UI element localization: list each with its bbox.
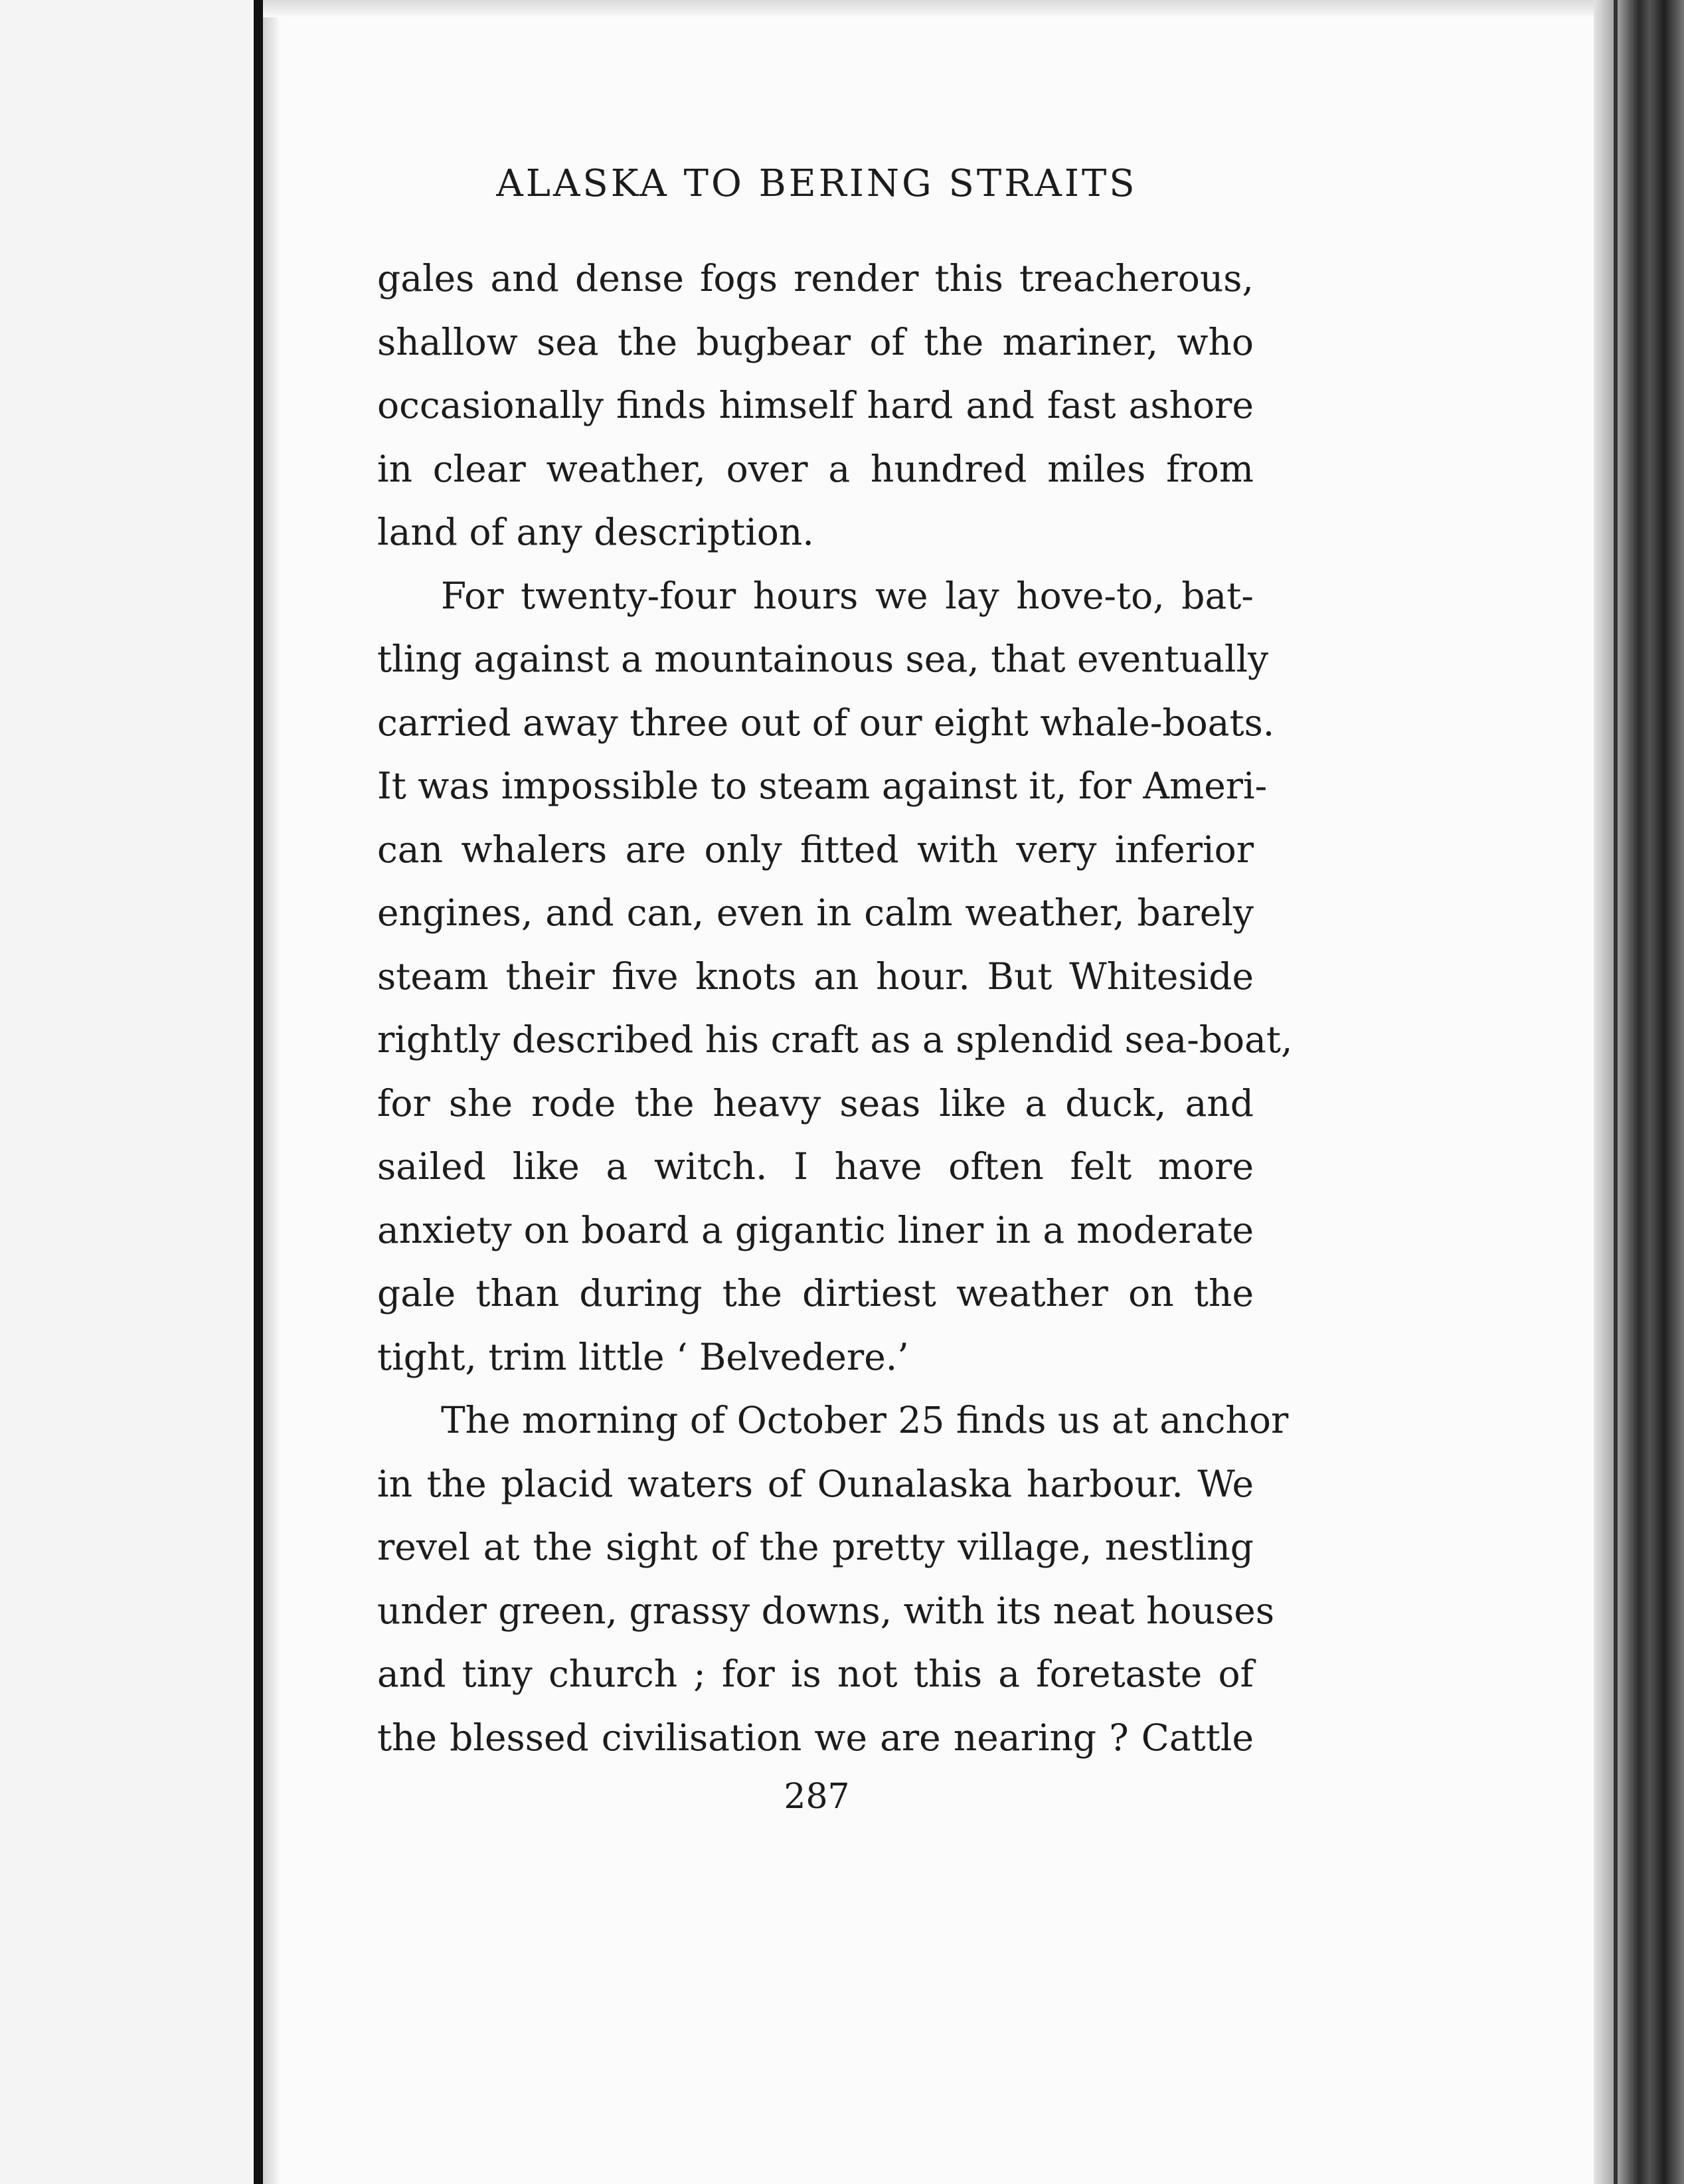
text-line: rightly described his craft as a splendid sea-boat, xyxy=(377,1018,1293,1061)
running-head: ALASKA TO BERING STRAITS xyxy=(496,162,1137,205)
fore-edge-line xyxy=(1614,0,1618,2184)
text-line: the blessed civilisation we are nearing ? Cattle xyxy=(377,1716,1254,1759)
page-number: 287 xyxy=(784,1777,850,1817)
text-line: in clear weather, over a hundred miles from xyxy=(377,447,1254,490)
text-line: shallow sea the bugbear of the mariner, who xyxy=(377,320,1254,363)
text-line: carried away three out of our eight whale-boats. xyxy=(377,701,1275,744)
text-line: sailed like a witch. I have often felt more xyxy=(377,1145,1254,1188)
text-line: land of any description. xyxy=(377,511,814,553)
text-line: under green, grassy downs, with its neat houses xyxy=(377,1589,1275,1632)
body-text xyxy=(377,247,1293,1770)
text-line: and tiny church ; for is not this a foretaste of xyxy=(377,1653,1254,1695)
text-line: tight, trim little ‘ Belvedere.’ xyxy=(377,1335,909,1378)
text-line: It was impossible to steam against it, for Ameri- xyxy=(377,765,1268,807)
paragraph-first-line: The morning of October 25 finds us at anchor xyxy=(441,1399,1289,1441)
book-page xyxy=(372,0,1293,2184)
text-line: revel at the sight of the pretty village, nestling xyxy=(377,1526,1254,1568)
book-fore-edge xyxy=(1594,0,1684,2184)
text-line: occasionally finds himself hard and fast ashore xyxy=(377,384,1254,426)
text-line: engines, and can, even in calm weather, barely xyxy=(377,891,1254,934)
facing-page-margin xyxy=(0,0,251,2184)
text-line: gales and dense fogs render this treacherous, xyxy=(377,257,1254,300)
book-gutter-shadow xyxy=(254,0,263,2184)
text-line: can whalers are only fitted with very inferior xyxy=(377,828,1254,871)
paragraph-first-line: For twenty-four hours we lay hove-to, bat- xyxy=(441,574,1254,617)
gutter-gradient xyxy=(263,0,279,2184)
text-line: in the placid waters of Ounalaska harbour. We xyxy=(377,1462,1254,1505)
text-line: steam their five knots an hour. But Whiteside xyxy=(377,955,1254,998)
text-line: anxiety on board a gigantic liner in a moderate xyxy=(377,1208,1254,1251)
text-line: for she rode the heavy seas like a duck, and xyxy=(377,1081,1254,1125)
text-line: tling against a mountainous sea, that eventually xyxy=(377,638,1269,680)
text-line: gale than during the dirtiest weather on the xyxy=(377,1272,1254,1315)
